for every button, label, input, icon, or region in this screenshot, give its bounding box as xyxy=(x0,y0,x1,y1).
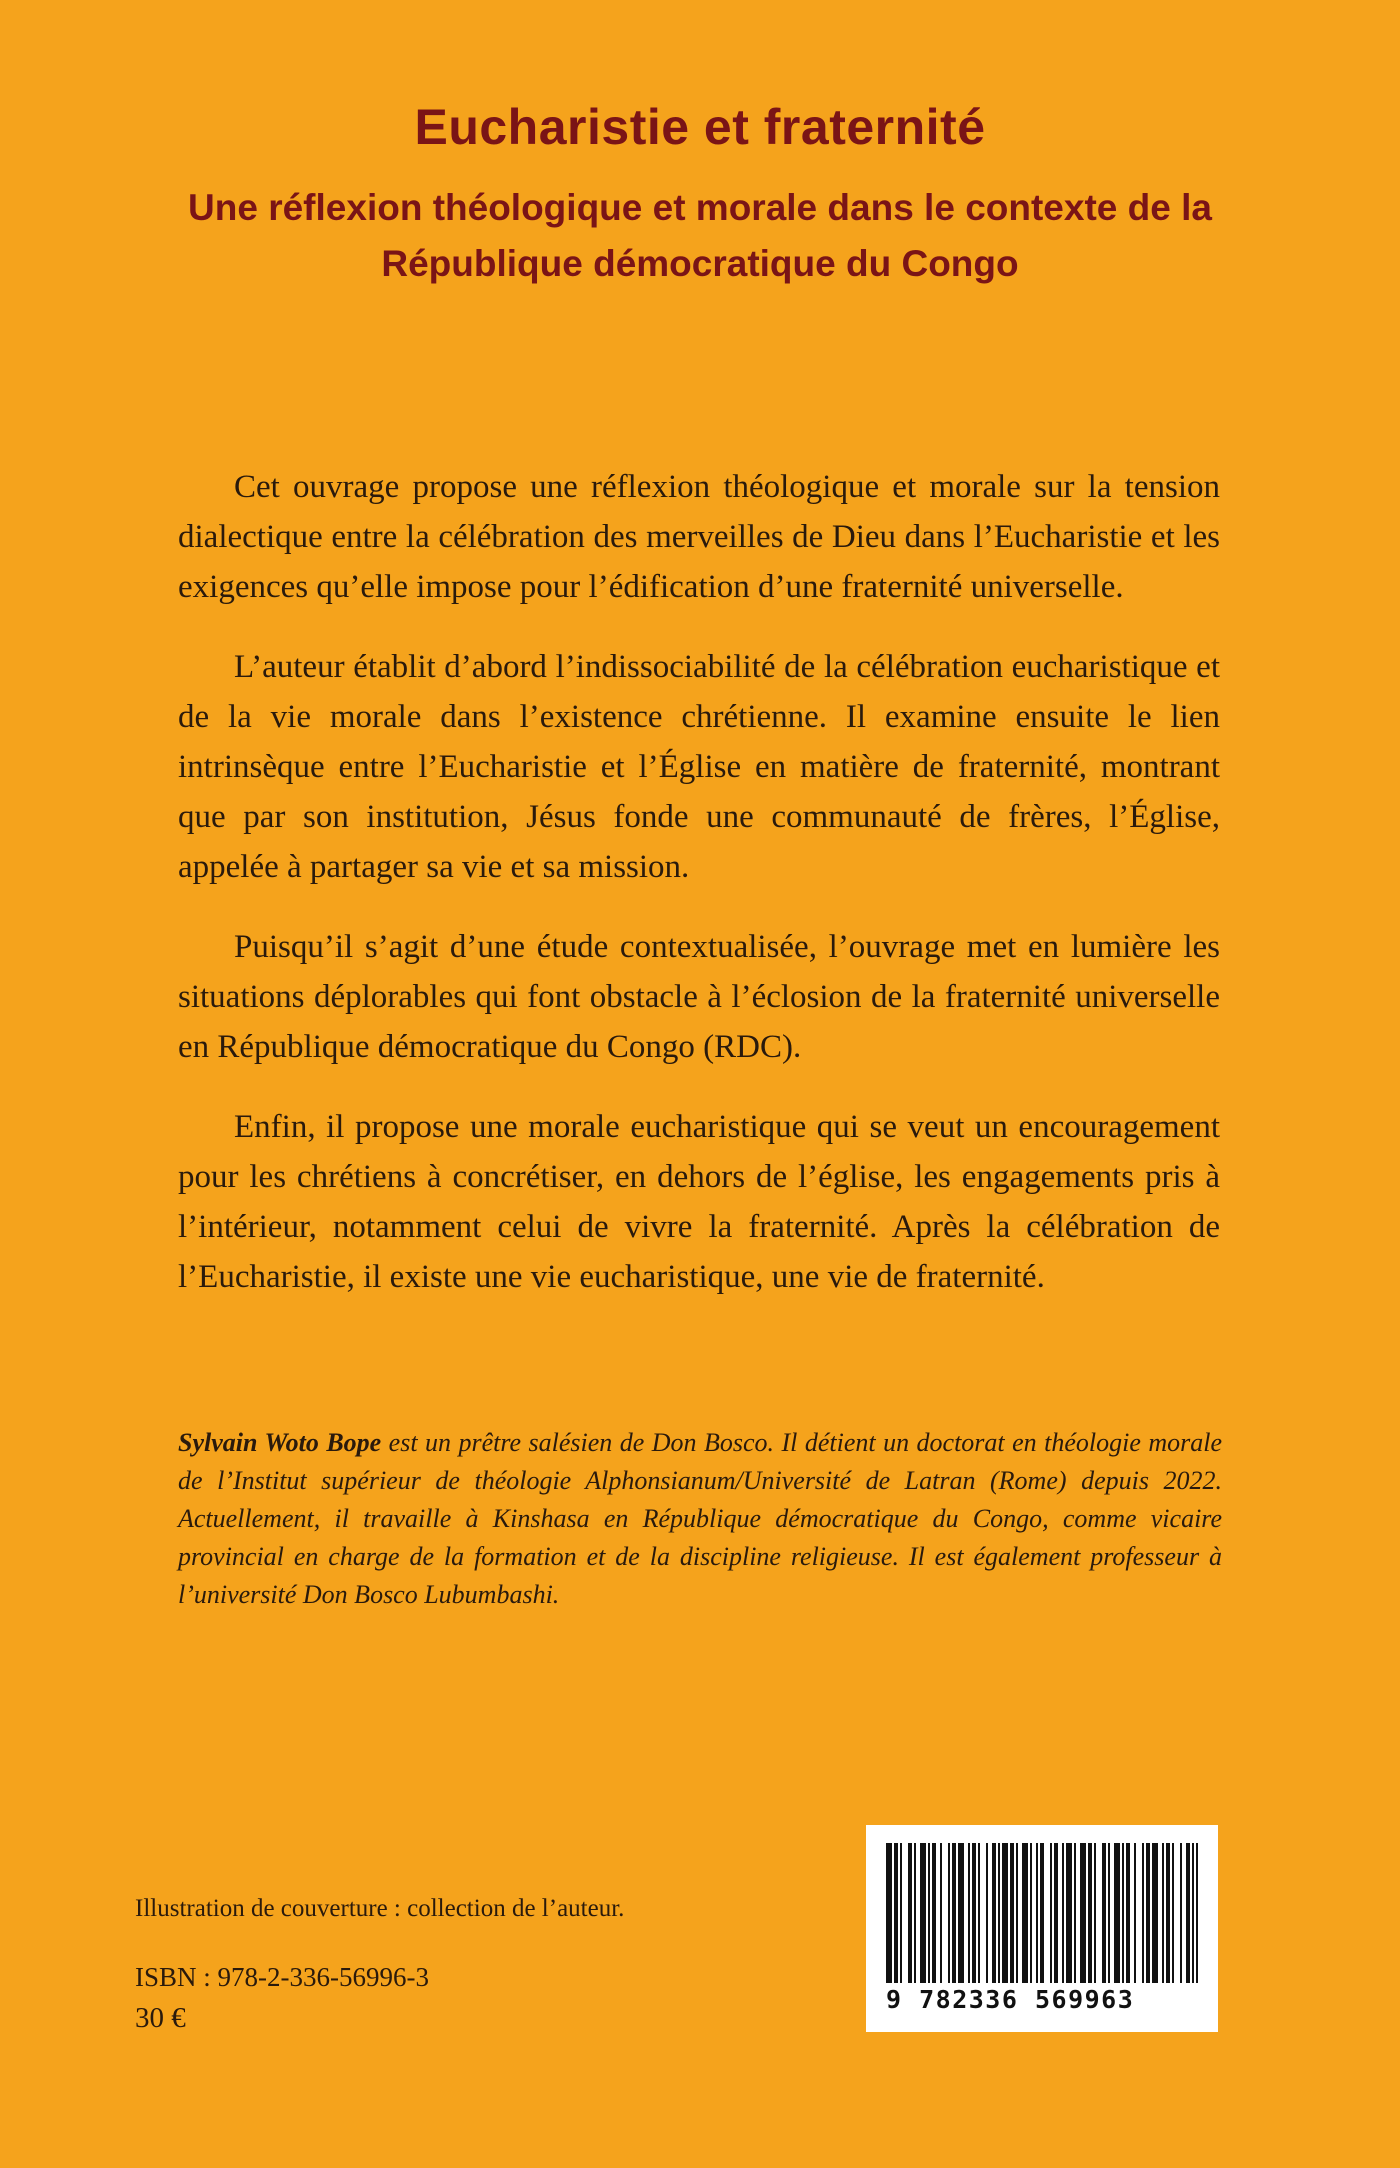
barcode-bar xyxy=(1152,1843,1158,1983)
barcode-bar xyxy=(1030,1843,1032,1983)
barcode-bars xyxy=(884,1843,1200,1983)
barcode-bar xyxy=(978,1843,980,1983)
barcode-bar xyxy=(1146,1843,1150,1983)
barcode-bar xyxy=(894,1843,898,1983)
book-title: Eucharistie et fraternité xyxy=(414,99,986,155)
book-subtitle: Une réflexion théologique et morale dans le contexte de la République démocratique du Congo xyxy=(188,187,1212,284)
barcode-bar xyxy=(1162,1843,1164,1983)
author-bio-text: est un prêtre salésien de Don Bosco. Il détient un doctorat en théologie morale de l’Institut supérieur de théologie Alphonsianum/Université de Latran (Rome) depuis 2022. Actuellement, il travaille à Kinshasa en République démocratique du Congo, comme vicaire provincial en charge de la formation et de la discipline religieuse. Il est également professeur à l’université Don Bosco Lubumbashi. xyxy=(178,1428,1222,1609)
barcode-bar xyxy=(952,1843,956,1983)
barcode-bar xyxy=(1062,1843,1064,1983)
barcode-bar xyxy=(886,1843,892,1983)
barcode-bar xyxy=(932,1843,936,1983)
barcode-bar xyxy=(1054,1843,1058,1983)
barcode-bar xyxy=(1088,1843,1092,1983)
barcode-bar xyxy=(958,1843,964,1983)
barcode-bar xyxy=(1196,1843,1198,1983)
barcode-bar xyxy=(900,1843,902,1983)
barcode-bar xyxy=(1192,1843,1194,1983)
barcode-bar xyxy=(1016,1843,1018,1983)
barcode-bar xyxy=(968,1843,970,1983)
barcode-bar xyxy=(1114,1843,1120,1983)
summary-paragraph-3: Puisqu’il s’agit d’une étude contextualisée, l’ouvrage met en lumière les situations déplorables qui font obstacle à l’éclosion de la fraternité universelle en République démocratique du Congo (RDC). xyxy=(178,929,1220,1065)
barcode-bar xyxy=(928,1843,930,1983)
barcode-bar xyxy=(998,1843,1000,1983)
barcode-bar xyxy=(1050,1843,1052,1983)
barcode-bar xyxy=(1010,1843,1014,1983)
barcode-bar xyxy=(1002,1843,1008,1983)
barcode-bar xyxy=(1108,1843,1110,1983)
barcode-bar xyxy=(1122,1843,1124,1983)
barcode-bar xyxy=(1102,1843,1106,1983)
barcode-digits: 9 782336 569963 xyxy=(886,1985,1135,2014)
isbn: ISBN : 978-2-336-56996-3 xyxy=(135,1962,429,1992)
summary-paragraph-1: Cet ouvrage propose une réflexion théologique et morale sur la tension dialectique entre la célébration des merveilles de Dieu dans l’Eucharistie et les exigences qu’elle impose pour l’édification d’une fraternité universelle. xyxy=(178,469,1220,605)
barcode-bar xyxy=(940,1843,942,1983)
barcode-bar xyxy=(1134,1843,1136,1983)
barcode-bar xyxy=(1180,1843,1182,1983)
barcode-bar xyxy=(972,1843,976,1983)
author-name: Sylvain Woto Bope xyxy=(178,1428,382,1457)
summary-paragraph-4: Enfin, il propose une morale eucharistique qui se veut un encouragement pour les chrétiens à concrétiser, en dehors de l’église, les engagements pris à l’intérieur, notamment celui de vivre la fraternité. Après la célébration de l’Eucharistie, il existe une vie eucharistique, une vie de fraternité. xyxy=(178,1109,1220,1295)
barcode-bar xyxy=(1186,1843,1190,1983)
summary-text xyxy=(178,462,1220,1332)
barcode-bar xyxy=(1094,1843,1096,1983)
barcode-bar xyxy=(1036,1843,1038,1983)
barcode-bar xyxy=(1172,1843,1174,1983)
barcode-bar xyxy=(908,1843,912,1983)
barcode-bar xyxy=(1074,1843,1076,1983)
illustration-credit: Illustration de couverture : collection de l’auteur. xyxy=(135,1895,625,1922)
price: 30 € xyxy=(135,2002,186,2034)
barcode-bar xyxy=(914,1843,916,1983)
barcode-bar xyxy=(1066,1843,1072,1983)
barcode-bar xyxy=(948,1843,950,1983)
barcode-bar xyxy=(1080,1843,1086,1983)
summary-paragraph-2: L’auteur établit d’abord l’indissociabilité de la célébration eucharistique et de la vie morale dans l’existence chrétienne. Il examine ensuite le lien intrinsèque entre l’Eucharistie et l’Église en matière de fraternité, montrant que par son institution, Jésus fonde une communauté de frères, l’Église, appelée à partager sa vie et sa mission. xyxy=(178,649,1220,885)
barcode-bar xyxy=(1040,1843,1044,1983)
barcode-bar xyxy=(1022,1843,1028,1983)
barcode-bar xyxy=(992,1843,996,1983)
author-bio xyxy=(178,1424,1222,1614)
barcode-bar xyxy=(920,1843,926,1983)
barcode xyxy=(866,1825,1218,2032)
barcode-bar xyxy=(1166,1843,1170,1983)
barcode-bar xyxy=(986,1843,988,1983)
barcode-bar xyxy=(1142,1843,1144,1983)
barcode-bar xyxy=(1126,1843,1130,1983)
